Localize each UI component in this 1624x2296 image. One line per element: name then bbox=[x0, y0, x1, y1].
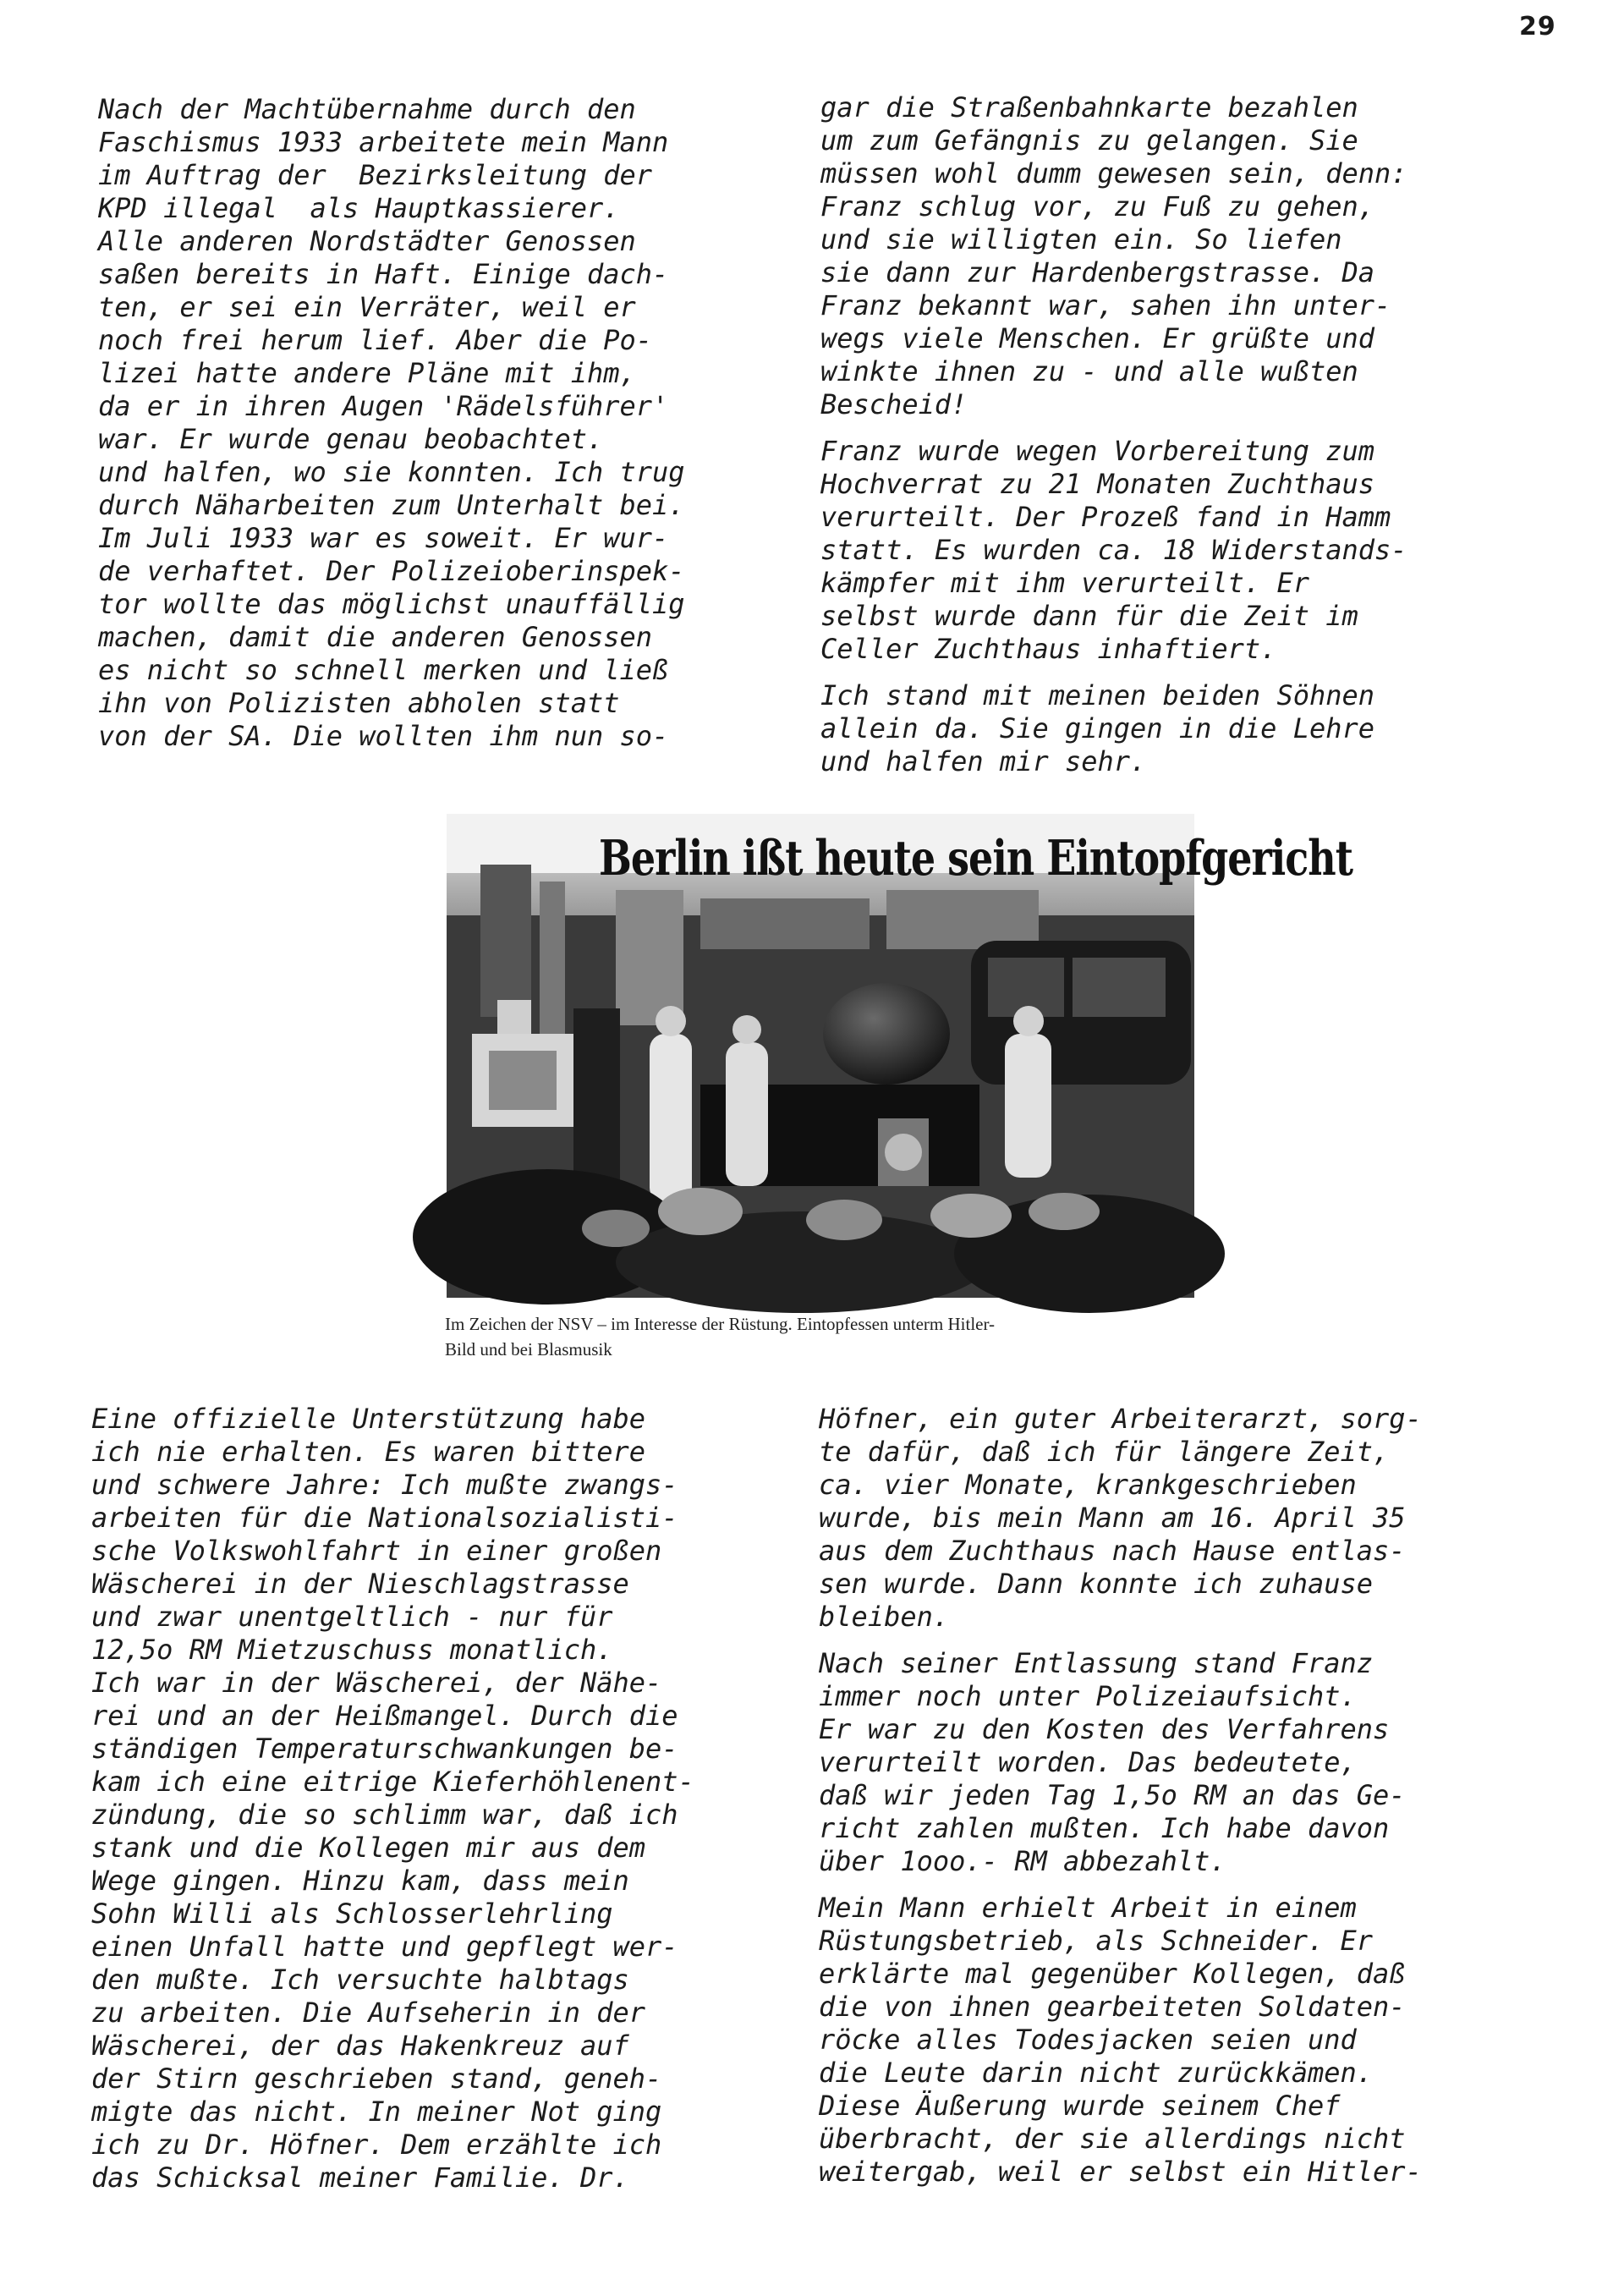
paragraph bbox=[820, 91, 1565, 421]
text-line: wurde, bis mein Mann am 16. April 35 bbox=[819, 1502, 1406, 1534]
paragraph bbox=[91, 1403, 819, 2194]
text-line: ich nie erhalten. Es waren bittere bbox=[91, 1436, 646, 1468]
text-line: zu arbeiten. Die Aufseherin in der bbox=[91, 1997, 646, 2029]
text-line: müssen wohl dumm gewesen sein, denn: bbox=[820, 157, 1407, 190]
photo-caption bbox=[445, 1311, 1206, 1362]
text-line: Nach seiner Entlassung stand Franz bbox=[819, 1647, 1374, 1679]
text-line: tor wollte das möglichst unauffällig bbox=[98, 588, 685, 620]
text-line: te dafür, daß ich für längere Zeit, bbox=[819, 1436, 1390, 1468]
text-line: ständigen Temperaturschwankungen be- bbox=[91, 1733, 678, 1765]
page-number: 29 bbox=[1519, 12, 1556, 41]
text-line: der Stirn geschrieben stand, geneh- bbox=[91, 2063, 662, 2095]
text-line: sie dann zur Hardenbergstrasse. Da bbox=[820, 256, 1375, 288]
bottom-right-column bbox=[819, 1403, 1563, 2202]
paragraph bbox=[819, 1647, 1563, 1878]
crowd-photo-image bbox=[447, 814, 1194, 1298]
newspaper-photo bbox=[447, 814, 1352, 1298]
text-line: war. Er wurde genau beobachtet. bbox=[98, 423, 604, 455]
text-line: sen wurde. Dann konnte ich zuhause bbox=[819, 1568, 1374, 1600]
text-line: Ich stand mit meinen beiden Söhnen bbox=[820, 679, 1375, 711]
text-line: verurteilt worden. Das bedeutete, bbox=[819, 1746, 1357, 1778]
text-line: kam ich eine eitrige Kieferhöhlenent- bbox=[91, 1766, 694, 1798]
text-line: selbst wurde dann für die Zeit im bbox=[820, 600, 1358, 632]
text-line: und schwere Jahre: Ich mußte zwangs- bbox=[91, 1469, 678, 1501]
text-line: rei und an der Heißmangel. Durch die bbox=[91, 1700, 678, 1732]
text-line: die von ihnen gearbeiteten Soldaten- bbox=[819, 1991, 1406, 2023]
text-line: Faschismus 1933 arbeitete mein Mann bbox=[98, 126, 669, 158]
text-line: saßen bereits in Haft. Einige dach- bbox=[98, 258, 669, 290]
text-line: immer noch unter Polizeiaufsicht. bbox=[819, 1680, 1357, 1712]
text-line: sche Volkswohlfahrt in einer großen bbox=[91, 1535, 662, 1567]
text-line: Franz wurde wegen Vorbereitung zum bbox=[820, 435, 1375, 467]
bottom-left-column bbox=[91, 1403, 819, 2208]
paragraph bbox=[98, 93, 826, 753]
text-line: und halfen, wo sie konnten. Ich trug bbox=[98, 456, 685, 488]
text-line: wegs viele Menschen. Er grüßte und bbox=[820, 322, 1375, 354]
text-line: allein da. Sie gingen in die Lehre bbox=[820, 712, 1375, 744]
text-line: und halfen mir sehr. bbox=[820, 745, 1147, 777]
text-line: Nach der Machtübernahme durch den bbox=[98, 93, 636, 125]
text-line: Im Juli 1933 war es soweit. Er wur- bbox=[98, 522, 669, 554]
text-line: Alle anderen Nordstädter Genossen bbox=[98, 225, 636, 257]
text-line: ihn von Polizisten abholen statt bbox=[98, 687, 620, 719]
text-line: Bescheid! bbox=[820, 388, 968, 420]
text-line: Er war zu den Kosten des Verfahrens bbox=[819, 1713, 1390, 1745]
text-line: da er in ihren Augen 'Rädelsführer' bbox=[98, 390, 669, 422]
paragraph bbox=[819, 1403, 1563, 1634]
paragraph bbox=[820, 679, 1565, 778]
text-line: über 1ooo.- RM abbezahlt. bbox=[819, 1845, 1226, 1877]
paragraph bbox=[819, 1892, 1563, 2189]
text-line: lizei hatte andere Pläne mit ihm, bbox=[98, 357, 636, 389]
photo-headline: Berlin ißt heute sein Eintopfgericht bbox=[599, 829, 1352, 887]
text-line: die Leute darin nicht zurückkämen. bbox=[819, 2057, 1374, 2089]
text-line: winkte ihnen zu - und alle wußten bbox=[820, 355, 1358, 387]
text-line: zündung, die so schlimm war, daß ich bbox=[91, 1799, 678, 1831]
text-line: ten, er sei ein Verräter, weil er bbox=[98, 291, 636, 323]
text-line: es nicht so schnell merken und ließ bbox=[98, 654, 669, 686]
text-line: aus dem Zuchthaus nach Hause entlas- bbox=[819, 1535, 1406, 1567]
text-line: Wege gingen. Hinzu kam, dass mein bbox=[91, 1865, 629, 1897]
text-line: erklärte mal gegenüber Kollegen, daß bbox=[819, 1958, 1406, 1990]
text-line: Eine offizielle Unterstützung habe bbox=[91, 1403, 646, 1435]
text-line: und zwar unentgeltlich - nur für bbox=[91, 1601, 613, 1633]
text-line: Sohn Willi als Schlosserlehrling bbox=[91, 1898, 613, 1930]
text-line: um zum Gefängnis zu gelangen. Sie bbox=[820, 124, 1358, 157]
text-line: im Auftrag der Bezirksleitung der bbox=[98, 159, 653, 191]
text-line: den mußte. Ich versuchte halbtags bbox=[91, 1964, 629, 1996]
text-line: statt. Es wurden ca. 18 Widerstands- bbox=[820, 534, 1407, 566]
text-line: von der SA. Die wollten ihm nun so- bbox=[98, 720, 669, 752]
text-line: gar die Straßenbahnkarte bezahlen bbox=[820, 91, 1358, 124]
text-line: kämpfer mit ihm verurteilt. Er bbox=[820, 567, 1309, 599]
text-line: Höfner, ein guter Arbeiterarzt, sorg- bbox=[819, 1403, 1422, 1435]
text-line: daß wir jeden Tag 1,5o RM an das Ge- bbox=[819, 1779, 1406, 1811]
top-left-column bbox=[98, 93, 826, 766]
text-line: durch Näharbeiten zum Unterhalt bei. bbox=[98, 489, 685, 521]
text-line: Wäscherei, der das Hakenkreuz auf bbox=[91, 2030, 629, 2062]
text-line: Wäscherei in der Nieschlagstrasse bbox=[91, 1568, 629, 1600]
caption-line: Bild und bei Blasmusik bbox=[445, 1339, 612, 1359]
paragraph bbox=[820, 435, 1565, 666]
text-line: arbeiten für die Nationalsozialisti- bbox=[91, 1502, 678, 1534]
text-line: Franz schlug vor, zu Fuß zu gehen, bbox=[820, 190, 1375, 222]
text-line: Diese Äußerung wurde seinem Chef bbox=[819, 2090, 1341, 2122]
text-line: stank und die Kollegen mir aus dem bbox=[91, 1832, 646, 1864]
text-line: richt zahlen mußten. Ich habe davon bbox=[819, 1812, 1390, 1844]
text-line: röcke alles Todesjacken seien und bbox=[819, 2024, 1357, 2056]
text-line: de verhaftet. Der Polizeioberinspek- bbox=[98, 555, 685, 587]
text-line: überbracht, der sie allerdings nicht bbox=[819, 2123, 1406, 2155]
text-line: KPD illegal als Hauptkassierer. bbox=[98, 192, 620, 224]
caption-line: Im Zeichen der NSV – im Interesse der Rüstung. Eintopfessen unterm Hitler- bbox=[445, 1314, 996, 1334]
text-line: ich zu Dr. Höfner. Dem erzählte ich bbox=[91, 2128, 662, 2161]
text-line: einen Unfall hatte und gepflegt wer- bbox=[91, 1931, 678, 1963]
text-line: Celler Zuchthaus inhaftiert. bbox=[820, 633, 1277, 665]
text-line: weitergab, weil er selbst ein Hitler- bbox=[819, 2156, 1422, 2188]
text-line: Franz bekannt war, sahen ihn unter- bbox=[820, 289, 1391, 321]
text-line: Hochverrat zu 21 Monaten Zuchthaus bbox=[820, 468, 1375, 500]
text-line: Rüstungsbetrieb, als Schneider. Er bbox=[819, 1925, 1374, 1957]
text-line: verurteilt. Der Prozeß fand in Hamm bbox=[820, 501, 1391, 533]
text-line: migte das nicht. In meiner Not ging bbox=[91, 2096, 662, 2128]
text-line: das Schicksal meiner Familie. Dr. bbox=[91, 2161, 629, 2194]
text-line: Ich war in der Wäscherei, der Nähe- bbox=[91, 1667, 662, 1699]
text-line: bleiben. bbox=[819, 1601, 950, 1633]
text-line: ca. vier Monate, krankgeschrieben bbox=[819, 1469, 1357, 1501]
text-line: Mein Mann erhielt Arbeit in einem bbox=[819, 1892, 1357, 1924]
text-line: noch frei herum lief. Aber die Po- bbox=[98, 324, 653, 356]
top-right-column bbox=[820, 91, 1565, 792]
text-line: 12,5o RM Mietzuschuss monatlich. bbox=[91, 1634, 613, 1666]
text-line: machen, damit die anderen Genossen bbox=[98, 621, 653, 653]
text-line: und sie willigten ein. So liefen bbox=[820, 223, 1342, 255]
